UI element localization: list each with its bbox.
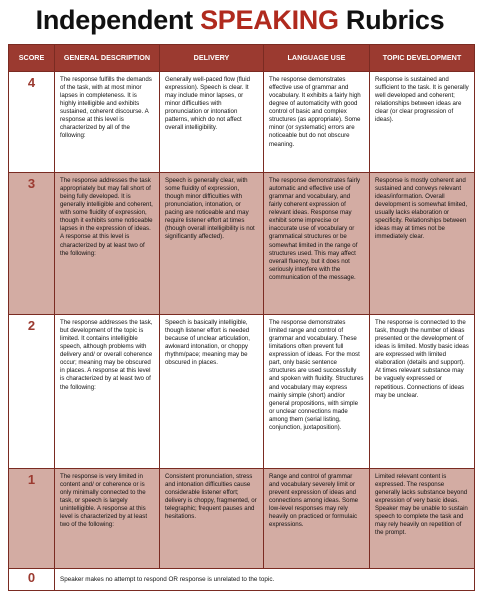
score-cell: 3 <box>9 173 55 315</box>
header-delivery: DELIVERY <box>160 45 264 72</box>
score-zero-description: Speaker makes no attempt to respond OR response is unrelated to the topic. <box>55 569 475 591</box>
table-row-score-2 <box>9 315 475 469</box>
delivery-cell: Generally well-paced flow (fluid expression). Speech is clear. It may include minor lapses, or minor difficulties with pronunciation or intonation patterns, which do not affect overall intelligibility. <box>160 72 264 173</box>
topic-development-cell: Limited relevant content is expressed. The response generally lacks substance beyond expression of very basic ideas. Speaker may be unable to sustain speech to complete the task and may rely heavily on repetition of the prompt. <box>370 469 475 569</box>
title-accent: SPEAKING <box>200 5 339 35</box>
delivery-cell: Speech is generally clear, with some fluidity of expression, though minor difficulties with pronunciation, intonation, or pacing are noticeable and may require listener effort at times (though overall intelligibility is not significantly affected). <box>160 173 264 315</box>
general-description-cell: The response is very limited in content and/ or coherence or is only minimally connected to the task, or speech is largely unintelligible. A response at this level is characterized by at least two of the following: <box>55 469 160 569</box>
general-description-cell: The response fulfills the demands of the task, with at most minor lapses in completeness. It is highly intelligible and exhibits sustained, coherent discourse. A response at this level is characterized by all of the following: <box>55 72 160 173</box>
delivery-cell: Consistent pronunciation, stress and intonation difficulties cause considerable listener effort; delivery is choppy, fragmented, or telegraphic; frequent pauses and hesitations. <box>160 469 264 569</box>
score-cell: 4 <box>9 72 55 173</box>
general-description-cell: The response addresses the task appropriately but may fall short of being fully developed. It is generally intelligible and coherent, with some fluidity of expression, though it exhibits some noticeable lapses in the expression of ideas. A response at this level is characterized by at least two of the following: <box>55 173 160 315</box>
header-general-description: GENERAL DESCRIPTION <box>55 45 160 72</box>
header-score: SCORE <box>9 45 55 72</box>
language-use-cell: The response demonstrates effective use of grammar and vocabulary. It exhibits a fairly high degree of automaticity with good control of basic and complex structures (as appropriate). Some minor (or systematic) errors are noticeable but do not obscure meaning. <box>264 72 370 173</box>
score-cell: 2 <box>9 315 55 469</box>
language-use-cell: Range and control of grammar and vocabulary severely limit or prevent expression of ideas and connections among ideas. Some low-level responses may rely heavily on practiced or formulaic expressions. <box>264 469 370 569</box>
table-row-score-4 <box>9 72 475 173</box>
score-cell: 1 <box>9 469 55 569</box>
header-row <box>9 45 475 72</box>
title-suffix: Rubrics <box>345 5 445 35</box>
language-use-cell: The response demonstrates fairly automatic and effective use of grammar and vocabulary, and fairly coherent expression of relevant ideas. Response may exhibit some imprecise or inaccurate use of vocabulary or grammatical structures or be somewhat limited in the range of structures used. This may affect overall fluency, but it does not seriously interfere with the communication of the message. <box>264 173 370 315</box>
topic-development-cell: Response is mostly coherent and sustained and conveys relevant ideas/information. Overall development is somewhat limited, usually lacks elaboration or specificity. Relationships between ideas may at times not be immediately clear. <box>370 173 475 315</box>
topic-development-cell: The response is connected to the task, though the number of ideas presented or the development of ideas is limited. Mostly basic ideas are expressed with limited elaboration (details and support). At times relevant substance may be vaguely expressed or repetitious. Connections of ideas may be unclear. <box>370 315 475 469</box>
table-row-score-3 <box>9 173 475 315</box>
page-title <box>0 0 480 40</box>
table-row-score-1 <box>9 469 475 569</box>
title-prefix: Independent <box>35 5 193 35</box>
table-row-score-0 <box>9 569 475 591</box>
topic-development-cell: Response is sustained and sufficient to the task. It is generally well developed and coherent; relationships between ideas are clear (or clear progression of ideas). <box>370 72 475 173</box>
rubric-table <box>8 44 475 591</box>
language-use-cell: The response demonstrates limited range and control of grammar and vocabulary. These limitations often prevent full expression of ideas. For the most part, only basic sentence structures are used successfully and spoken with fluidity. Structures and vocabulary may express mainly simple (short) and/or general propositions, with simple or unclear connections made among them (serial listing, conjunction, juxtaposition). <box>264 315 370 469</box>
header-topic-development: TOPIC DEVELOPMENT <box>370 45 475 72</box>
score-cell: 0 <box>9 569 55 591</box>
delivery-cell: Speech is basically intelligible, though listener effort is needed because of unclear articulation, awkward intonation, or choppy rhythm/pace; meaning may be obscured in places. <box>160 315 264 469</box>
header-language-use: LANGUAGE USE <box>264 45 370 72</box>
general-description-cell: The response addresses the task, but development of the topic is limited. It contains intelligible speech, although problems with delivery and/ or overall coherence occur; meaning may be obscured in places. A response at this level is characterized by at least two of the following: <box>55 315 160 469</box>
